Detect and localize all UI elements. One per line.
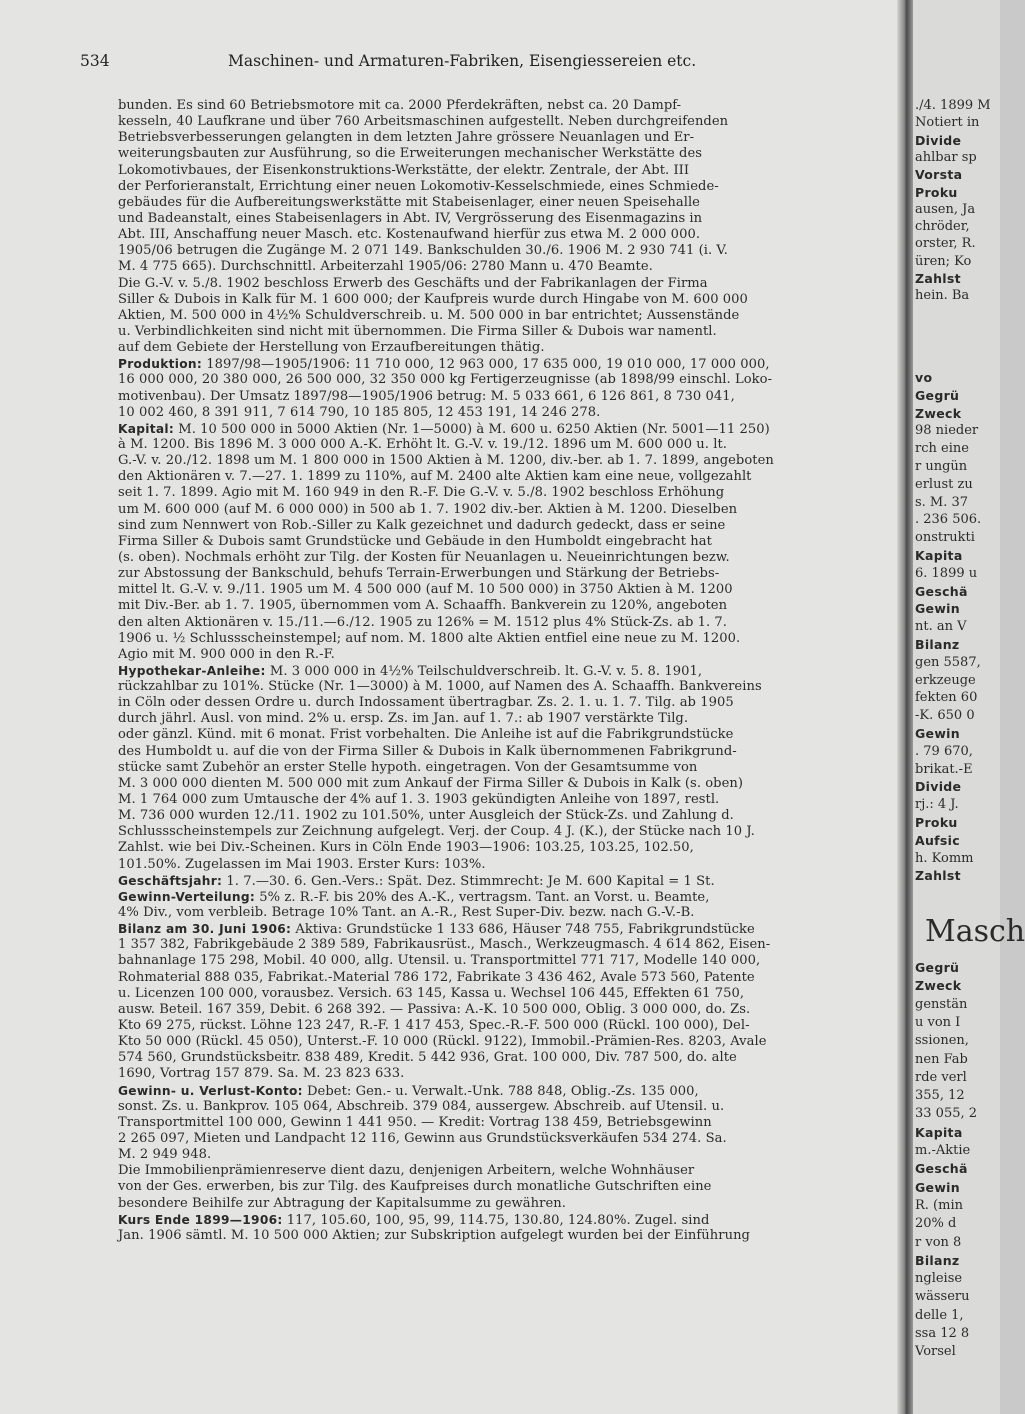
facing-line: nen Fab (915, 1051, 968, 1067)
line-text: Aktiva: Grundstücke 1 133 686, Häuser 748 755, Fabrikgrundstücke (291, 922, 755, 938)
line-text: gebäudes für die Aufbereitungswerkstätte mit Stabeisenlager, einer neuen Speisehalle (118, 194, 700, 210)
text-line (118, 582, 916, 598)
facing-line: Aufsic (915, 832, 960, 848)
facing-line: Divide (915, 779, 962, 795)
facing-line: ssionen, (915, 1033, 969, 1049)
line-text: und Badeanstalt, eines Stabeisenlagers in Abt. IV, Vergrösserung des Eisenmagazins in (118, 210, 703, 226)
text-line (118, 824, 916, 840)
line-text: Betriebsverbesserungen gelangten in dem letzten Jahre grössere Neuanlagen und Er- (118, 130, 695, 146)
text-line (118, 647, 916, 663)
text-line (118, 1179, 916, 1195)
line-text: von der Ges. erwerben, bis zur Tilg. des Kaufpreises durch monatliche Gutschriften eine (118, 1179, 712, 1195)
line-text: Debet: Gen.- u. Verwalt.-Unk. 788 848, Oblig.-Zs. 135 000, (302, 1083, 699, 1099)
facing-line: 98 nieder (915, 423, 979, 439)
line-text: um M. 600 000 (auf M. 6 000 000) in 500 ab 1. 7. 1902 div.-ber. Aktien à M. 1200. Dieselben (118, 501, 738, 517)
facing-line: onstrukti (915, 530, 975, 546)
text-line (118, 566, 916, 582)
line-text: Die Immobilienprämienreserve dient dazu, denjenigen Arbeitern, welche Wohnhäuser (118, 1163, 695, 1179)
text-line (118, 711, 916, 727)
text-line (118, 372, 916, 388)
text-line (118, 534, 916, 550)
line-text: oder gänzl. Künd. mit 6 monat. Frist vorbehalten. Die Anleihe ist auf die Fabrikgrundstücke (118, 727, 734, 743)
facing-line: Gewin (915, 726, 960, 741)
line-text: des Humboldt u. auf die von der Firma Siller & Dubois in Kalk übernommenen Fabrikgrund- (118, 743, 737, 759)
book-gutter (897, 0, 913, 1414)
facing-line: genstän (915, 996, 968, 1012)
facing-line: rde verl (915, 1069, 967, 1085)
text-line (118, 889, 916, 905)
line-text: 10 002 460, 8 391 911, 7 614 790, 10 185 805, 12 453 191, 14 246 278. (118, 404, 601, 420)
facing-line: 355, 12 (915, 1088, 965, 1104)
line-text: Firma Siller & Dubois samt Grundstücke und Gebäude in den Humboldt eingebracht hat (118, 533, 712, 549)
line-text: mittel lt. G.-V. v. 9./11. 1905 um M. 4 500 000 (auf M. 10 500 000) in 3750 Aktien à M. 1200 (118, 582, 733, 598)
text-line (118, 292, 916, 308)
facing-line: Bilanz (915, 1252, 960, 1268)
facing-line: Geschä (915, 583, 968, 599)
line-text: kesseln, 40 Laufkrane und über 760 Arbeitsmaschinen aufgestellt. Neben durchgreifenden (118, 114, 729, 130)
text-line (118, 550, 916, 566)
text-line (118, 986, 916, 1002)
text-line (118, 1002, 916, 1018)
section-label: Gewinn-Verteilung: (118, 889, 256, 904)
text-line (118, 405, 916, 421)
facing-line: s. M. 37 (915, 494, 969, 510)
line-text: 2 265 097, Mieten und Landpacht 12 116, Gewinn aus Grundstücksverkäufen 534 274. Sa. (118, 1131, 727, 1146)
line-text: 1906 u. ½ Schlussscheinstempel; auf nom. M. 1800 alte Aktien entfiel eine neue zu M. 1200. (118, 630, 741, 646)
facing-line: Vorsta (915, 167, 963, 183)
line-text: 1897/98—1905/1906: 11 710 000, 12 963 000, 17 635 000, 19 010 000, 17 000 000, (202, 357, 770, 373)
facing-line: Zweck (915, 405, 962, 421)
running-title: Maschinen- und Armaturen-Fabriken, Eisengiessereien etc. (228, 52, 697, 70)
line-text: u. Licenzen 100 000, vorausbez. Versich. 63 145, Kassa u. Wechsel 106 445, Effekten 61 750, (118, 985, 745, 1001)
facing-line: erlust zu (915, 476, 973, 492)
section-label: Hypothekar-Anleihe: (118, 663, 266, 678)
facing-line: R. (min (915, 1197, 963, 1213)
facing-line: vo (915, 370, 933, 385)
line-text: rückzahlbar zu 101%. Stücke (Nr. 1—3000) à M. 1000, auf Namen des A. Schaaffh. Bankvereins (118, 679, 762, 695)
line-text: besondere Beihilfe zur Abtragung der Kapitalsumme zu gewähren. (118, 1195, 566, 1211)
text-line (118, 808, 916, 824)
text-line (118, 744, 916, 760)
line-text: den alten Aktionären v. 15./11.—6./12. 1905 zu 126% = M. 1512 plus 4% Stück-Zs. ab 1. 7. (118, 614, 728, 630)
line-text: zur Abstossung der Bankschuld, behufs Terrain-Erwerbungen und Stärkung der Betriebs- (118, 566, 720, 582)
facing-line: h. Komm (915, 850, 974, 866)
facing-line: üren; Ko (915, 253, 972, 269)
section-label: Kapital: (118, 421, 175, 436)
text-line (118, 146, 916, 162)
line-text: Siller & Dubois in Kalk für M. 1 600 000; der Kaufpreis wurde durch Hingabe von M. 600 000 (118, 291, 748, 307)
line-text: in Cöln oder dessen Ordre u. durch Indossament übertragbar. Zs. 2. 1. u. 1. 7. Tilg. ab 1905 (118, 695, 734, 711)
facing-line: chröder, (915, 219, 970, 235)
line-text: motivenbau). Der Umsatz 1897/98—1905/1906 betrug: M. 5 033 661, 6 126 861, 8 730 041, (118, 388, 735, 404)
facing-line: Gegrü (915, 960, 960, 975)
line-text: Kto 69 275, rückst. Löhne 123 247, R.-F. 1 417 453, Spec.-R.-F. 500 000 (Rückl. 100 000), Del- (118, 1018, 750, 1034)
line-text: Schlussscheinstempels zur Zeichnung aufgelegt. Verj. der Coup. 4 J. (K.), der Stücke nach 10 J. (118, 824, 755, 840)
facing-line: brikat.-E (915, 761, 973, 777)
text-line (118, 792, 916, 808)
line-text: bahnanlage 175 298, Mobil. 40 000, allg. Utensil. u. Transportmittel 771 717, Modelle 140 000, (118, 953, 761, 969)
line-text: 574 560, Grundstücksbeitr. 838 489, Kredit. 5 442 936, Grat. 100 000, Div. 787 500, do. alte (118, 1050, 737, 1066)
line-text: Kto 50 000 (Rückl. 45 050), Unterst.-F. 10 000 (Rückl. 9122), Immobil.-Prämien-Res. 8203, Avale (118, 1034, 767, 1050)
facing-line: ahlbar sp (915, 149, 977, 165)
facing-line: ./4. 1899 M (915, 98, 991, 113)
facing-line: r ungün (915, 459, 968, 474)
line-text: M. 2 949 948. (118, 1147, 212, 1163)
line-text: 117, 105.60, 100, 95, 99, 114.75, 130.80, 124.80%. Zugel. sind (282, 1212, 710, 1228)
line-text: 1905/06 betrugen die Zugänge M. 2 071 149. Bankschulden 30./6. 1906 M. 2 930 741 (i. V. (118, 243, 728, 259)
text-line (118, 1131, 916, 1147)
text-line (118, 615, 916, 631)
text-line (118, 437, 916, 453)
line-text: ausw. Beteil. 167 359, Debit. 6 268 392. — Passiva: A.-K. 10 500 000, Oblig. 3 000 000, do. Zs. (118, 1001, 751, 1017)
line-text: à M. 1200. Bis 1896 M. 3 000 000 A.-K. Erhöht lt. G.-V. v. 19./12. 1896 um M. 600 000 u. lt. (118, 436, 727, 452)
facing-page-fragment (913, 0, 1025, 1414)
line-text: auf dem Gebiete der Herstellung von Erzaufbereitungen thätig. (118, 340, 545, 356)
text-column (118, 98, 916, 1244)
text-line (118, 340, 916, 356)
line-text: u. Verbindlichkeiten sind nicht mit übernommen. Die Firma Siller & Dubois war namentl. (118, 323, 717, 339)
text-line (118, 905, 916, 921)
text-line (118, 259, 916, 275)
line-text: Transportmittel 100 000, Gewinn 1 441 950. — Kredit: Vortrag 138 459, Betriebsgewinn (118, 1114, 712, 1130)
text-line (118, 921, 916, 937)
text-line (118, 776, 916, 792)
line-text: M. 4 775 665). Durchschnittl. Arbeiterzahl 1905/06: 2780 Mann u. 470 Beamte. (118, 259, 653, 275)
facing-line: . 236 506. (915, 512, 982, 528)
text-line (118, 1099, 916, 1115)
facing-line: orster, R. (915, 236, 976, 252)
text-line (118, 760, 916, 776)
facing-line: u von I (915, 1014, 961, 1030)
text-line (118, 453, 916, 469)
line-text: stücke samt Zubehör an erster Stelle hypoth. eingetragen. Von der Gesamtsumme von (118, 759, 698, 775)
section-label: Kurs Ende 1899—1906: (118, 1212, 283, 1227)
facing-line: Gewin (915, 601, 960, 617)
line-text: Abt. III, Anschaffung neuer Masch. etc. Kostenaufwand hierfür zus etwa M. 2 000 000. (118, 227, 701, 243)
line-text: sonst. Zs. u. Bankprov. 105 064, Abschreib. 379 084, aussergew. Abschreib. auf Utensil. u. (118, 1098, 725, 1114)
text-line (118, 1212, 916, 1228)
section-label: Geschäftsjahr: (118, 873, 223, 888)
facing-line: . 79 670, (915, 743, 973, 759)
line-text: M. 10 500 000 in 5000 Aktien (Nr. 1—5000) à M. 600 u. 6250 Aktien (Nr. 5001—11 250) (174, 421, 770, 437)
facing-heading: Masch (925, 914, 1025, 949)
text-line (118, 502, 916, 518)
facing-line: 6. 1899 u (915, 565, 978, 581)
line-text: 1 357 382, Fabrikgebäude 2 389 589, Fabrikausrüst., Masch., Werkzeugmasch. 4 614 862, Eisen- (118, 937, 771, 953)
line-text: Die G.-V. v. 5./8. 1902 beschloss Erwerb des Geschäfts und der Fabrikanlagen der Firma (118, 275, 708, 291)
facing-line: rch eine (915, 441, 969, 457)
line-text: M. 1 764 000 zum Umtausche der 4% auf 1. 3. 1903 gekündigten Anleihe von 1897, restl. (118, 792, 720, 808)
line-text: seit 1. 7. 1899. Agio mit M. 160 949 in den R.-F. Die G.-V. v. 5./8. 1902 beschloss Erhöhung (118, 485, 725, 501)
page-number: 534 (80, 52, 110, 70)
facing-line: Bilanz (915, 637, 960, 652)
section-label: Bilanz am 30. Juni 1906: (118, 922, 292, 937)
facing-line: Proku (915, 184, 958, 200)
text-line (118, 695, 916, 711)
facing-line: 20% d (915, 1216, 957, 1232)
facing-line: gen 5587, (915, 654, 981, 670)
text-line (118, 211, 916, 227)
line-text: mit Div.-Ber. ab 1. 7. 1905, übernommen vom A. Schaaffh. Bankverein zu 120%, angeboten (118, 598, 728, 614)
facing-line: fekten 60 (915, 690, 978, 706)
line-text: (s. oben). Nochmals erhöht zur Tilg. der Kosten für Neuanlagen u. Neueinrichtungen bezw. (118, 549, 730, 565)
text-line (118, 1050, 916, 1066)
section-label: Gewinn- u. Verlust-Konto: (118, 1083, 303, 1098)
line-text: Aktien, M. 500 000 in 4½% Schuldverschreib. u. M. 500 000 in bar entrichtet; Aussenstände (118, 307, 740, 323)
line-text: 1. 7.—30. 6. Gen.-Vers.: Spät. Dez. Stimmrecht: Je M. 600 Kapital = 1 St. (222, 873, 715, 889)
text-line (118, 1228, 916, 1244)
facing-line: ngleise (915, 1271, 963, 1287)
text-line (118, 937, 916, 953)
text-line (118, 389, 916, 405)
text-line (118, 873, 916, 889)
text-line (118, 598, 916, 614)
line-text: Agio mit M. 900 000 in den R.-F. (118, 646, 335, 662)
facing-line: wässeru (915, 1289, 970, 1305)
text-line (118, 469, 916, 485)
text-line (118, 953, 916, 969)
facing-line: Divide (915, 132, 962, 148)
line-text: Rohmaterial 888 035, Fabrikat.-Material 786 172, Fabrikate 3 436 462, Avale 573 560, Patente (118, 969, 755, 985)
text-line (118, 227, 916, 243)
facing-line: m.-Aktie (915, 1143, 971, 1158)
text-line (118, 114, 916, 130)
facing-line: 33 055, 2 (915, 1106, 978, 1122)
facing-line: Gewin (915, 1179, 960, 1195)
text-line (118, 679, 916, 695)
text-line (118, 98, 916, 114)
text-line (118, 163, 916, 179)
line-text: 4% Div., vom verbleib. Betrage 10% Tant. an A.-R., Rest Super-Div. bezw. nach G.-V.-B. (118, 905, 695, 921)
text-line (118, 356, 916, 372)
line-text: der Perforieranstalt, Errichtung einer neuen Lokomotiv-Kesselschmiede, eines Schmiede- (118, 178, 719, 194)
text-line (118, 1034, 916, 1050)
facing-line: Notiert in (915, 115, 980, 131)
line-text: weiterungsbauten zur Ausführung, so die Erweiterungen mechanischer Werkstätte des (118, 146, 703, 162)
facing-line: Kapita (915, 548, 963, 563)
facing-line: r von 8 (915, 1234, 962, 1250)
text-line (118, 1018, 916, 1034)
line-text: durch jährl. Ausl. von mind. 2% u. ersp. Zs. im Jan. auf 1. 7.: ab 1907 verstärkte Tilg. (118, 711, 689, 727)
facing-line: rj.: 4 J. (915, 797, 959, 813)
line-text: den Aktionären v. 7.—27. 1. 1899 zu 110%, auf M. 2400 alte Aktien kam eine neue, vollgezahlt (118, 469, 752, 485)
line-text: M. 736 000 wurden 12./11. 1902 zu 101.50%, unter Ausgleich der Stück-Zs. und Zahlung d. (118, 808, 734, 824)
line-text: Jan. 1906 sämtl. M. 10 500 000 Aktien; zur Subskription aufgelegt wurden bei der Einführung (118, 1227, 750, 1243)
text-line (118, 1083, 916, 1099)
line-text: Zahlst. wie bei Div.-Scheinen. Kurs in Cöln Ende 1903—1906: 103.25, 103.25, 102.50, (118, 840, 694, 856)
text-line (118, 1163, 916, 1179)
text-line (118, 840, 916, 856)
facing-line: Geschä (915, 1161, 968, 1177)
text-line (118, 631, 916, 647)
text-line (118, 324, 916, 340)
line-text: M. 3 000 000 dienten M. 500 000 mit zum Ankauf der Firma Siller & Dubois in Kalk (s. oben) (118, 775, 744, 791)
text-line (118, 857, 916, 873)
text-line (118, 195, 916, 211)
text-line (118, 1147, 916, 1163)
text-line (118, 179, 916, 195)
line-text: 16 000 000, 20 380 000, 26 500 000, 32 350 000 kg Fertigerzeugnisse (ab 1898/99 einschl. Loko- (118, 372, 773, 388)
text-line (118, 727, 916, 743)
line-text: 101.50%. Zugelassen im Mai 1903. Erster Kurs: 103%. (118, 856, 486, 872)
line-text: G.-V. v. 20./12. 1898 um M. 1 800 000 in 1500 Aktien à M. 1200, div.-ber. ab 1. 7. 1899, angeboten (118, 453, 774, 469)
facing-line: nt. an V (915, 619, 967, 635)
facing-line: Kapita (915, 1124, 963, 1140)
line-text: 5% z. R.-F. bis 20% des A.-K., vertragsm. Tant. an Vorst. u. Beamte, (255, 889, 710, 905)
line-text: 1690, Vortrag 157 879. Sa. M. 23 823 633. (118, 1066, 405, 1082)
facing-line: ssa 12 8 (915, 1326, 970, 1341)
line-text: bunden. Es sind 60 Betriebsmotore mit ca. 2000 Pferdekräften, nebst ca. 20 Dampf- (118, 98, 682, 113)
facing-line: erkzeuge (915, 672, 976, 688)
text-line (118, 130, 916, 146)
text-line (118, 485, 916, 501)
text-line (118, 518, 916, 534)
text-line (118, 663, 916, 679)
section-label: Produktion: (118, 357, 203, 372)
facing-line: -K. 650 0 (915, 708, 975, 724)
facing-line: Proku (915, 815, 958, 830)
facing-line: hein. Ba (915, 288, 970, 304)
line-text: sind zum Nennwert von Rob.-Siller zu Kalk gezeichnet und dadurch gedeckt, dass er seine (118, 517, 726, 533)
text-line (118, 1115, 916, 1131)
facing-line: ausen, Ja (915, 201, 976, 217)
text-line (118, 970, 916, 986)
facing-line: Zahlst (915, 868, 961, 884)
text-line (118, 243, 916, 259)
page-header (80, 52, 880, 78)
facing-line: delle 1, (915, 1307, 964, 1323)
facing-line: Gegrü (915, 387, 960, 403)
line-text: M. 3 000 000 in 4½% Teilschuldverschreib. lt. G.-V. v. 5. 8. 1901, (265, 663, 703, 679)
text-line (118, 1196, 916, 1212)
facing-line: Vorsel (915, 1344, 956, 1360)
line-text: Lokomotivbaues, der Eisenkonstruktions-Werkstätte, der elektr. Zentrale, der Abt. III (118, 162, 690, 178)
facing-line: Zweck (915, 978, 962, 994)
text-line (118, 276, 916, 292)
text-line (118, 308, 916, 324)
text-line (118, 1066, 916, 1082)
facing-line: Zahlst (915, 271, 961, 286)
text-line (118, 421, 916, 437)
